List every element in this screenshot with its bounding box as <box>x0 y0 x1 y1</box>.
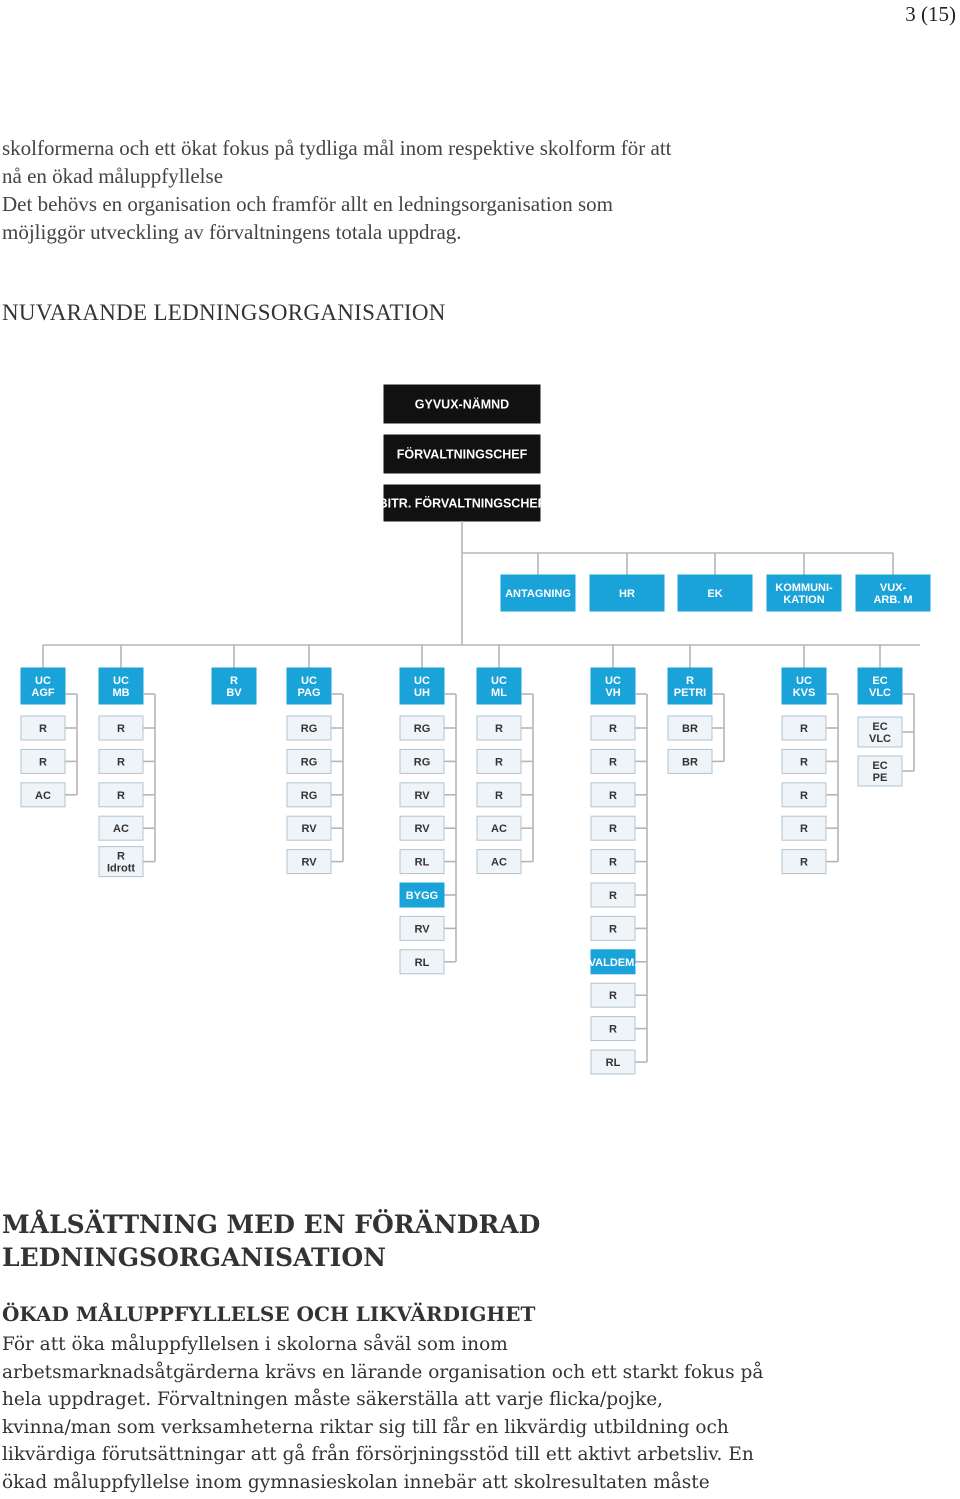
org-box-label: RV <box>301 856 317 869</box>
org-box-label: R <box>686 674 694 687</box>
org-box-label: R <box>495 722 503 735</box>
unit-head-box <box>668 668 712 704</box>
org-box-label: AC <box>491 823 507 836</box>
org-item-box <box>858 717 902 747</box>
org-item-box <box>400 816 444 840</box>
sub-unit-box <box>589 950 638 974</box>
org-box-label: R <box>609 789 617 802</box>
body-line: ökad måluppfyllelse inom gymnasieskolan innebär att skolresultaten måste <box>2 1471 710 1493</box>
org-box-label: KVS <box>792 686 816 699</box>
org-box-label: ARB. M <box>873 593 913 606</box>
org-box-label: UC <box>491 674 507 687</box>
org-item-box <box>99 783 143 807</box>
org-item-box <box>287 816 331 840</box>
org-box-label: R <box>39 722 47 735</box>
intro-paragraph <box>2 134 902 246</box>
org-box-label: PETRI <box>673 686 707 699</box>
org-box-label: EC <box>872 720 888 733</box>
org-box-label: RV <box>414 789 430 802</box>
org-box-label: UC <box>605 674 621 687</box>
org-chart <box>0 370 960 1100</box>
staff-unit-box <box>678 575 752 611</box>
org-box-label: BYGG <box>405 889 439 902</box>
unit-head-box <box>782 668 826 704</box>
org-box-label: R <box>117 722 125 735</box>
org-box-label: AC <box>113 823 129 836</box>
org-box-label: EC <box>872 674 888 687</box>
org-item-box <box>400 916 444 940</box>
org-box-label: RG <box>413 756 431 769</box>
org-item-box <box>21 749 65 773</box>
sub-heading: ÖKAD MÅLUPPFYLLELSE OCH LIKVÄRDIGHET <box>2 1302 536 1326</box>
org-box-label: UC <box>301 674 317 687</box>
org-item-box <box>782 749 826 773</box>
org-item-box <box>782 783 826 807</box>
org-box-label: RL <box>414 856 430 869</box>
org-box-label: R <box>39 756 47 769</box>
org-box-label: R <box>609 923 617 936</box>
goal-heading-line: LEDNINGSORGANISATION <box>2 1243 386 1272</box>
org-item-box <box>400 716 444 740</box>
org-item-box <box>477 749 521 773</box>
org-box-label: VALDEM. <box>588 956 638 969</box>
org-box-label: RG <box>413 722 431 735</box>
org-item-box <box>287 716 331 740</box>
org-item-box <box>477 716 521 740</box>
org-box-label: GYVUX-NÄMND <box>414 397 510 412</box>
org-box-label: R <box>800 856 808 869</box>
org-item-box <box>782 850 826 874</box>
staff-unit-box <box>501 575 575 611</box>
org-box-label: AGF <box>31 686 55 699</box>
staff-unit-box <box>590 575 664 611</box>
org-item-box <box>591 916 635 940</box>
org-box-label: RL <box>414 956 430 969</box>
intro-line: Det behövs en organisation och framför allt en ledningsorganisation som <box>2 192 614 216</box>
unit-head-box <box>591 668 635 704</box>
org-box-label: VUX- <box>879 581 907 594</box>
body-paragraph <box>2 1331 952 1496</box>
org-box-label: UC <box>796 674 812 687</box>
org-item-box <box>99 716 143 740</box>
org-item-box <box>591 1050 635 1074</box>
org-item-box <box>477 850 521 874</box>
body-line: likvärdiga förutsättningar att gå från försörjningsstöd till ett aktivt arbetsliv. En <box>2 1444 754 1465</box>
org-box-label: RG <box>300 756 318 769</box>
org-box-label: R <box>609 990 617 1003</box>
org-box-label: PAG <box>297 686 321 699</box>
goal-heading <box>2 1208 540 1274</box>
staff-unit-box <box>856 575 930 611</box>
org-box-label: R <box>609 889 617 902</box>
unit-head-box <box>212 668 256 704</box>
org-item-box <box>591 783 635 807</box>
org-item-box <box>287 850 331 874</box>
org-box-label: VLC <box>869 686 891 699</box>
intro-line: nå en ökad måluppfyllelse <box>2 164 224 188</box>
org-item-box <box>400 850 444 874</box>
org-box-label: UH <box>414 686 430 699</box>
page-number: 3 (15) <box>905 2 956 26</box>
org-box-label: R <box>609 1023 617 1036</box>
org-item-box <box>591 749 635 773</box>
staff-unit-box <box>767 575 841 611</box>
org-item-box <box>591 883 635 907</box>
org-item-box <box>287 783 331 807</box>
body-line: hela uppdraget. Förvaltningen måste säkerställa att varje flicka/pojke, <box>2 1389 664 1410</box>
unit-head-box <box>858 668 902 704</box>
intro-line: möjliggör utveckling av förvaltningens totala uppdrag. <box>2 220 462 244</box>
org-box-label: RV <box>414 923 430 936</box>
org-box-label: ML <box>491 686 507 699</box>
org-item-box <box>21 783 65 807</box>
org-item-box <box>591 1017 635 1041</box>
org-item-box <box>99 816 143 840</box>
org-item-box <box>477 816 521 840</box>
org-box-label: AC <box>35 789 51 802</box>
org-box-label: RV <box>301 823 317 836</box>
unit-head-box <box>287 668 331 704</box>
org-item-box <box>400 783 444 807</box>
org-item-box <box>591 850 635 874</box>
org-box-label: RV <box>414 823 430 836</box>
goal-heading-line: MÅLSÄTTNING MED EN FÖRÄNDRAD <box>2 1210 541 1239</box>
unit-head-box <box>477 668 521 704</box>
org-box-label: EC <box>872 759 888 772</box>
org-box-label: R <box>609 722 617 735</box>
org-item-box <box>99 749 143 773</box>
org-box-label: KATION <box>783 593 825 606</box>
org-box-label: R <box>495 756 503 769</box>
body-line: kvinna/man som verksamheterna riktar sig till får en likvärdig utbildning och <box>2 1416 729 1438</box>
forvaltningschef-box <box>384 435 540 473</box>
unit-head-box <box>21 668 65 704</box>
bitr-forvaltningschef-box <box>379 485 546 521</box>
org-box-label: R <box>800 722 808 735</box>
org-item-box <box>21 716 65 740</box>
org-box-label: VLC <box>869 732 891 745</box>
org-box-label: R <box>609 756 617 769</box>
org-item-box <box>400 950 444 974</box>
org-box-label: AC <box>491 856 507 869</box>
sub-unit-box <box>400 883 444 907</box>
org-item-box <box>782 816 826 840</box>
org-box-label: R <box>495 789 503 802</box>
body-line: För att öka måluppfyllelsen i skolorna såväl som inom <box>2 1334 508 1355</box>
org-box-label: R <box>117 789 125 802</box>
org-box-label: UC <box>35 674 51 687</box>
org-box-label: ANTAGNING <box>505 587 571 600</box>
org-item-box <box>591 716 635 740</box>
org-box-label: R <box>609 823 617 836</box>
org-box-label: KOMMUNI- <box>775 581 833 594</box>
unit-head-box <box>99 668 143 704</box>
org-box-label: UC <box>414 674 430 687</box>
org-box-label: R <box>800 756 808 769</box>
org-box-label: VH <box>605 686 621 699</box>
org-box-label: R <box>117 850 125 863</box>
org-box-label: BITR. FÖRVALTNINGSCHEF <box>378 496 546 511</box>
org-box-label: BR <box>682 756 698 769</box>
org-box-label: R <box>800 823 808 836</box>
org-item-box <box>782 716 826 740</box>
org-box-label: RG <box>300 722 318 735</box>
org-item-box <box>858 756 902 786</box>
org-item-box <box>400 749 444 773</box>
gyvux-namnd-box <box>384 385 540 423</box>
unit-head-box <box>400 668 444 704</box>
org-box-label: FÖRVALTNINGSCHEF <box>396 447 528 462</box>
org-item-box <box>668 749 712 773</box>
org-item-box <box>477 783 521 807</box>
org-box-label: EK <box>707 587 723 600</box>
org-box-label: RG <box>300 789 318 802</box>
org-item-box <box>99 847 143 877</box>
org-box-label: R <box>609 856 617 869</box>
org-item-box <box>668 716 712 740</box>
org-item-box <box>591 983 635 1007</box>
current-organisation-heading: NUVARANDE LEDNINGSORGANISATION <box>2 300 446 325</box>
org-box-label: R <box>800 789 808 802</box>
org-box-label: RL <box>605 1056 621 1069</box>
org-box-label: PE <box>872 771 888 784</box>
org-box-label: BR <box>682 722 698 735</box>
org-box-label: R <box>230 674 238 687</box>
org-item-box <box>591 816 635 840</box>
body-line: arbetsmarknadsåtgärderna krävs en lärande organisation och ett starkt fokus på <box>2 1361 764 1383</box>
org-box-label: HR <box>619 587 635 600</box>
org-box-label: R <box>117 756 125 769</box>
org-box-label: Idrott <box>106 862 136 875</box>
org-box-label: UC <box>113 674 129 687</box>
intro-line: skolformerna och ett ökat fokus på tydliga mål inom respektive skolform för att <box>2 136 672 160</box>
org-item-box <box>287 749 331 773</box>
org-box-label: BV <box>226 686 242 699</box>
org-box-label: MB <box>112 686 130 699</box>
